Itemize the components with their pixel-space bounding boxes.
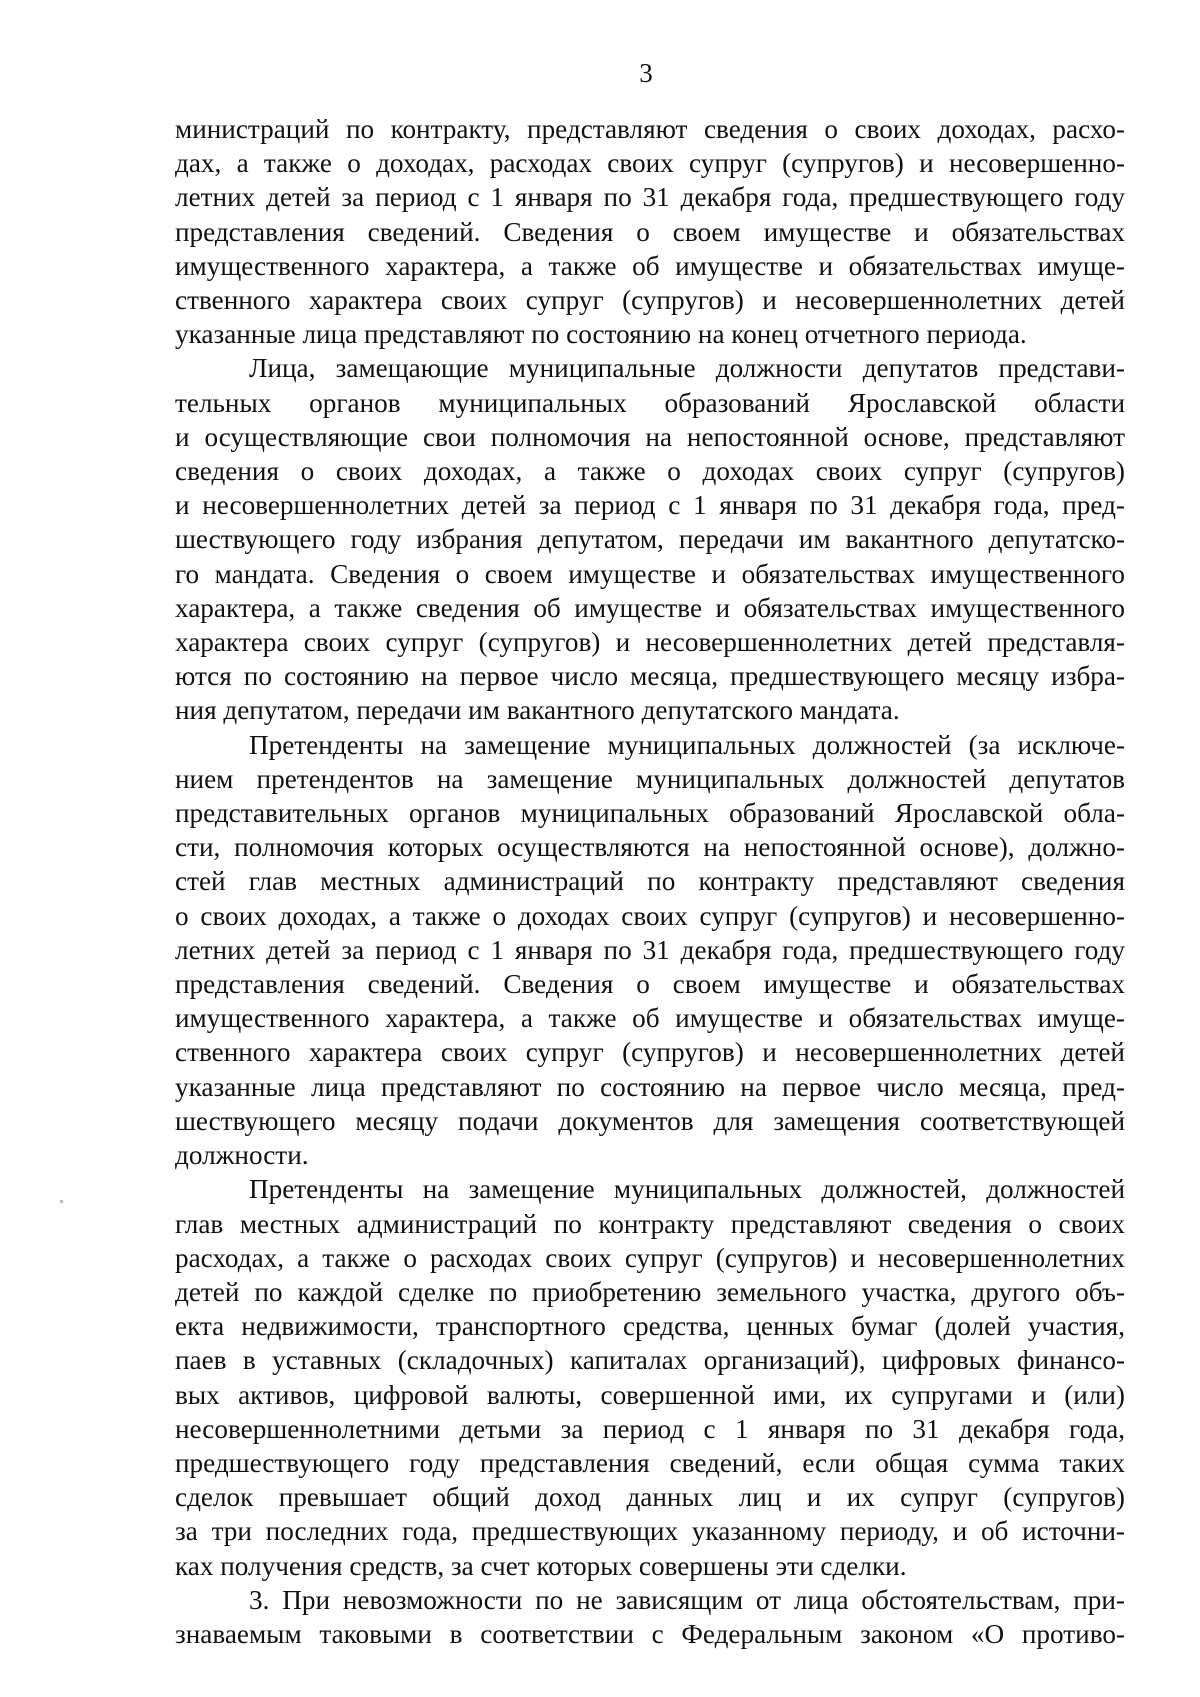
paragraph bbox=[175, 1172, 1125, 1582]
text-line: детей по каждой сделке по приобретению земельного участка, другого объ- bbox=[175, 1276, 1125, 1307]
text-line: глав местных администраций по контракту представляют сведения о своих bbox=[175, 1208, 1125, 1239]
text-line: министраций по контракту, представляют сведения о своих доходах, расхо- bbox=[175, 114, 1125, 144]
text-line: 3. При невозможности по не зависящим от лица обстоятельствам, при- bbox=[249, 1584, 1125, 1615]
text-line: несовершеннолетними детьми за период с 1 января по 31 декабря года, bbox=[175, 1413, 1125, 1444]
text-line: сведения о своих доходах, а также о доходах своих супруг (супругов) bbox=[175, 456, 1125, 487]
text-line: дах, а также о доходах, расходах своих супруг (супругов) и несовершенно- bbox=[175, 148, 1125, 179]
document-body bbox=[175, 112, 1125, 1651]
text-line: знаваемым таковыми в соответствии с Федеральным законом «О противо- bbox=[175, 1618, 1125, 1649]
text-line: и осуществляющие свои полномочия на непостоянной основе, представляют bbox=[175, 421, 1125, 452]
text-line: предшествующего году представления сведений, если общая сумма таких bbox=[175, 1447, 1125, 1478]
paragraph bbox=[175, 112, 1125, 351]
text-line: летних детей за период с 1 января по 31 декабря года, предшествующего году bbox=[175, 934, 1125, 965]
paragraph bbox=[175, 728, 1125, 1173]
text-line: сделок превышает общий доход данных лиц и их супруг (супругов) bbox=[175, 1482, 1125, 1513]
text-line: летних детей за период с 1 января по 31 декабря года, предшествующего году bbox=[175, 182, 1125, 213]
text-line: имущественного характера, а также об имуществе и обязательствах имуще- bbox=[175, 250, 1125, 281]
text-line: ются по состоянию на первое число месяца, предшествующего месяцу избра- bbox=[175, 661, 1125, 692]
text-line: ния депутатом, передачи им вакантного депутатского мандата. bbox=[175, 695, 900, 726]
text-line: го мандата. Сведения о своем имуществе и обязательствах имущественного bbox=[175, 558, 1125, 589]
text-line: нием претендентов на замещение муниципальных должностей депутатов bbox=[175, 763, 1125, 794]
paragraph bbox=[175, 351, 1125, 727]
text-line: екта недвижимости, транспортного средства, ценных бумаг (долей участия, bbox=[175, 1311, 1125, 1342]
text-line: ственного характера своих супруг (супругов) и несовершеннолетних детей bbox=[175, 285, 1125, 316]
text-line: шествующего месяцу подачи документов для замещения соответствующей bbox=[175, 1105, 1125, 1136]
page-number: 3 bbox=[639, 58, 653, 88]
text-line: Претенденты на замещение муниципальных должностей (за исключе- bbox=[249, 729, 1125, 760]
text-line: о своих доходах, а также о доходах своих супруг (супругов) и несовершенно- bbox=[175, 900, 1125, 931]
text-line: вых активов, цифровой валюты, совершенной ими, их супругами и (или) bbox=[175, 1379, 1125, 1410]
text-line: ственного характера своих супруг (супругов) и несовершеннолетних детей bbox=[175, 1037, 1125, 1068]
text-line: за три последних года, предшествующих указанному периоду, и об источни- bbox=[175, 1516, 1125, 1547]
text-line: представительных органов муниципальных образований Ярославской обла- bbox=[175, 798, 1125, 829]
text-line: Лица, замещающие муниципальные должности депутатов представи- bbox=[249, 353, 1125, 384]
text-line: Претенденты на замещение муниципальных должностей, должностей bbox=[249, 1174, 1125, 1205]
text-line: паев в уставных (складочных) капиталах организаций), цифровых финансо- bbox=[175, 1345, 1125, 1376]
text-line: сти, полномочия которых осуществляются на непостоянной основе), должно- bbox=[175, 832, 1125, 863]
text-line: должности. bbox=[175, 1140, 309, 1171]
text-line: ках получения средств, за счет которых совершены эти сделки. bbox=[175, 1550, 907, 1581]
text-line: характера своих супруг (супругов) и несовершеннолетних детей представля- bbox=[175, 627, 1125, 658]
text-line: имущественного характера, а также об имуществе и обязательствах имуще- bbox=[175, 1003, 1125, 1034]
text-line: тельных органов муниципальных образований Ярославской области bbox=[175, 387, 1125, 418]
scan-speck bbox=[60, 1200, 63, 1203]
text-line: представления сведений. Сведения о своем имуществе и обязательствах bbox=[175, 216, 1125, 247]
text-line: и несовершеннолетних детей за период с 1 января по 31 декабря года, пред- bbox=[175, 490, 1125, 521]
text-line: представления сведений. Сведения о своем имуществе и обязательствах bbox=[175, 969, 1125, 1000]
paragraph bbox=[175, 1583, 1125, 1651]
text-line: шествующего году избрания депутатом, передачи им вакантного депутатско- bbox=[175, 524, 1125, 555]
text-line: указанные лица представляют по состоянию на конец отчетного периода. bbox=[175, 319, 1027, 350]
text-line: характера, а также сведения об имуществе и обязательствах имущественного bbox=[175, 592, 1125, 623]
text-line: расходах, а также о расходах своих супруг (супругов) и несовершеннолетних bbox=[175, 1242, 1125, 1273]
text-line: указанные лица представляют по состоянию на первое число месяца, пред- bbox=[175, 1071, 1125, 1102]
text-line: стей глав местных администраций по контракту представляют сведения bbox=[175, 866, 1125, 897]
